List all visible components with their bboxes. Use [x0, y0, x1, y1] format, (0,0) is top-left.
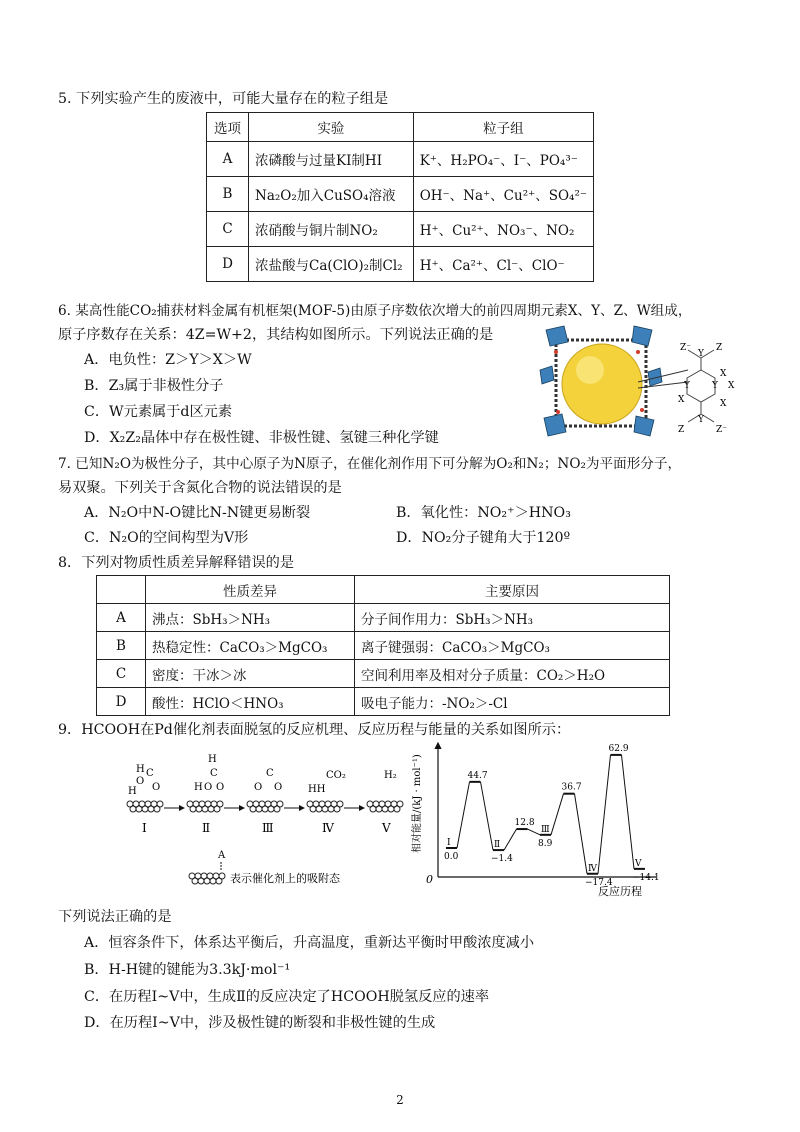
- page-number: 2: [396, 1093, 404, 1107]
- energy-connector: [622, 755, 635, 869]
- stage-label: Ⅴ: [382, 821, 391, 835]
- q8-cell: 吸电子能力：-NO₂＞-Cl: [355, 688, 670, 716]
- species-label: H: [208, 754, 217, 765]
- q5-header-option: 选项: [207, 113, 249, 142]
- species-label: H: [128, 786, 137, 797]
- q5-cell: OH⁻、Na⁺、Cu²⁺、SO₄²⁻: [413, 177, 593, 212]
- q7-option-d: D．NO₂分子键角大于120º: [396, 530, 571, 546]
- species-label: O: [254, 782, 263, 793]
- q8-cell: 热稳定性：CaCO₃＞MgCO₃: [146, 632, 355, 660]
- q8-table: [96, 575, 670, 716]
- energy-value-label: 0.0: [444, 852, 459, 862]
- energy-value-label: −1.4: [491, 854, 513, 865]
- q9-option-d: D．在历程Ⅰ~Ⅴ中，涉及极性键的断裂和非极性键的生成: [84, 1015, 436, 1031]
- table-row: [97, 688, 670, 716]
- q8-cell: 沸点：SbH₃＞NH₃: [146, 604, 355, 632]
- q8-cell: 密度：干冰＞冰: [146, 660, 355, 688]
- mof-label: Y: [698, 349, 704, 359]
- legend-text: 表示催化剂上的吸附态: [230, 872, 340, 885]
- species-label: C: [146, 768, 154, 779]
- species-label: C: [210, 768, 218, 779]
- q5-cell: C: [207, 212, 249, 247]
- stage-label: Ⅳ: [322, 821, 334, 835]
- legend-a-label: A: [218, 850, 226, 861]
- table-row: [207, 247, 594, 282]
- q9-lead: 下列说法正确的是: [58, 909, 172, 925]
- energy-connector: [575, 794, 588, 874]
- energy-value-label: 12.8: [514, 818, 535, 829]
- species-label: C: [266, 768, 274, 779]
- energy-connector: [551, 794, 564, 835]
- mof-label: Z: [716, 343, 723, 353]
- q8-cell: 空间利用率及相对分子质量：CO₂＞H₂O: [355, 660, 670, 688]
- q5-cell: Na₂O₂加入CuSO₄溶液: [249, 177, 414, 212]
- q6-stem-line2: 原子序数存在关系：4Z=W+2，其结构如图所示。下列说法正确的是: [58, 327, 494, 343]
- q8-cell: C: [97, 660, 146, 688]
- q5-cell: 浓磷酸与过量KI制HI: [249, 142, 414, 177]
- q9-mechanism-figure: [118, 748, 418, 896]
- q8-header-property: 性质差异: [146, 576, 355, 604]
- mof-label: Z: [678, 425, 685, 435]
- energy-connector: [598, 755, 611, 874]
- energy-connector: [457, 782, 470, 848]
- stage-label: Ⅰ: [142, 821, 147, 835]
- q7-option-c: C．N₂O的空间构型为V形: [84, 530, 249, 546]
- stage-label: Ⅱ: [202, 821, 211, 835]
- q9-option-a: A．恒容条件下，体系达平衡后，升高温度，重新达平衡时甲酸浓度减小: [84, 935, 535, 951]
- q5-cell: B: [207, 177, 249, 212]
- q7-stem-line2: 易双聚。下列关于含氮化合物的说法错误的是: [58, 480, 342, 496]
- q5-cell: A: [207, 142, 249, 177]
- species-label: CO₂: [326, 770, 346, 781]
- q5-header-particles: 粒子组: [413, 113, 593, 142]
- q8-cell: D: [97, 688, 146, 716]
- mof-label: X: [720, 399, 727, 409]
- q6-option-b: B．Z₃属于非极性分子: [84, 378, 224, 394]
- q5-header-experiment: 实验: [249, 113, 414, 142]
- table-row: [207, 212, 594, 247]
- mof-label: Z⁻: [716, 425, 728, 435]
- stage-marker: Ⅰ: [447, 838, 451, 848]
- y-axis-label: 相对能量/(kJ · mol⁻¹): [412, 754, 423, 853]
- q8-header-reason: 主要原因: [355, 576, 670, 604]
- origin-label: 0: [426, 873, 433, 886]
- stage-marker: Ⅱ: [494, 840, 501, 851]
- energy-value-label: 62.9: [608, 743, 629, 754]
- q9-stem: 9．HCOOH在Pd催化剂表面脱氢的反应机理、反应历程与能量的关系如图所示：: [58, 722, 571, 738]
- mof-label: Y: [712, 381, 718, 391]
- x-axis-label: 反应历程: [598, 885, 642, 898]
- q7-option-b: B．氧化性：NO₂⁺＞HNO₃: [396, 505, 571, 521]
- energy-value-label: −17.4: [585, 877, 613, 888]
- species-label: HH: [308, 784, 326, 795]
- q6-option-d: D．X₂Z₂晶体中存在极性键、非极性键、氢键三种化学键: [84, 430, 439, 446]
- species-label: H: [194, 782, 203, 793]
- mof-label: X: [728, 381, 735, 391]
- energy-value-label: −14.1: [632, 872, 660, 883]
- q5-cell: 浓硝酸与铜片制NO₂: [249, 212, 414, 247]
- stage-marker: Ⅳ: [588, 863, 597, 874]
- mof-label: Z⁻: [680, 343, 692, 353]
- q6-stem-line1: 6. 某高性能CO₂捕获材料金属有机框架(MOF-5)由原子序数依次增大的前四周期元素X、Y、Z、W组成，: [58, 303, 692, 319]
- q5-cell: H⁺、Cu²⁺、NO₃⁻、NO₂: [413, 212, 593, 247]
- species-label: O: [216, 782, 225, 793]
- mof-label: Y: [698, 415, 704, 425]
- mof-label: X: [720, 369, 727, 379]
- table-row: [97, 632, 670, 660]
- q9-option-c: C．在历程Ⅰ~Ⅴ中，生成Ⅱ的反应决定了HCOOH脱氢反应的速率: [84, 989, 490, 1005]
- mof-label: Y: [684, 381, 690, 391]
- table-row: [207, 142, 594, 177]
- energy-value-label: 8.9: [538, 838, 553, 849]
- q8-cell: 酸性：HClO＜HNO₃: [146, 688, 355, 716]
- mof-label: X: [678, 395, 685, 405]
- q8-cell: B: [97, 632, 146, 660]
- q5-table: [206, 112, 594, 282]
- table-row: [97, 660, 670, 688]
- stage-marker: Ⅴ: [635, 858, 642, 869]
- energy-connector: [528, 829, 541, 835]
- q8-cell: 离子键强弱：CaCO₃＞MgCO₃: [355, 632, 670, 660]
- q7-stem-line1: 7. 已知N₂O为极性分子，其中心原子为N原子，在催化剂作用下可分解为O₂和N₂；NO₂为平面形分子，: [58, 456, 682, 472]
- q5-cell: H⁺、Ca²⁺、Cl⁻、ClO⁻: [413, 247, 593, 282]
- stage-marker: Ⅲ: [541, 824, 550, 835]
- q5-cell: D: [207, 247, 249, 282]
- q5-cell: 浓盐酸与Ca(ClO)₂制Cl₂: [249, 247, 414, 282]
- q9-option-b: B．H-H键的键能为3.3kJ·mol⁻¹: [84, 962, 291, 978]
- stage-label: Ⅲ: [262, 821, 274, 835]
- q6-option-c: C．W元素属于d区元素: [84, 404, 233, 420]
- q7-option-a: A．N₂O中N-O键比N-N键更易断裂: [84, 505, 311, 521]
- species-label: O: [274, 782, 283, 793]
- q8-cell: A: [97, 604, 146, 632]
- q5-stem: 5. 下列实验产生的废液中，可能大量存在的粒子组是: [58, 91, 389, 107]
- energy-value-label: 36.7: [561, 782, 582, 793]
- species-label: O: [204, 782, 213, 793]
- q8-header-blank: [97, 576, 146, 604]
- energy-value-label: 44.7: [467, 770, 488, 781]
- q8-cell: 分子间作用力：SbH₃＞NH₃: [355, 604, 670, 632]
- q9-energy-chart: [406, 735, 666, 900]
- energy-connector: [481, 782, 494, 850]
- species-label: O: [152, 782, 161, 793]
- mof5-structure-figure: [538, 322, 750, 440]
- energy-connector: [504, 829, 517, 850]
- q6-option-a: A．电负性：Z＞Y＞X＞W: [84, 352, 252, 368]
- species-label: H: [136, 764, 145, 775]
- table-row: [207, 177, 594, 212]
- table-row: [97, 604, 670, 632]
- species-label: H₂: [384, 770, 397, 781]
- q8-stem: 8．下列对物质性质差异解释错误的是: [58, 555, 295, 571]
- q5-cell: K⁺、H₂PO₄⁻、I⁻、PO₄³⁻: [413, 142, 593, 177]
- species-label: O: [136, 776, 145, 787]
